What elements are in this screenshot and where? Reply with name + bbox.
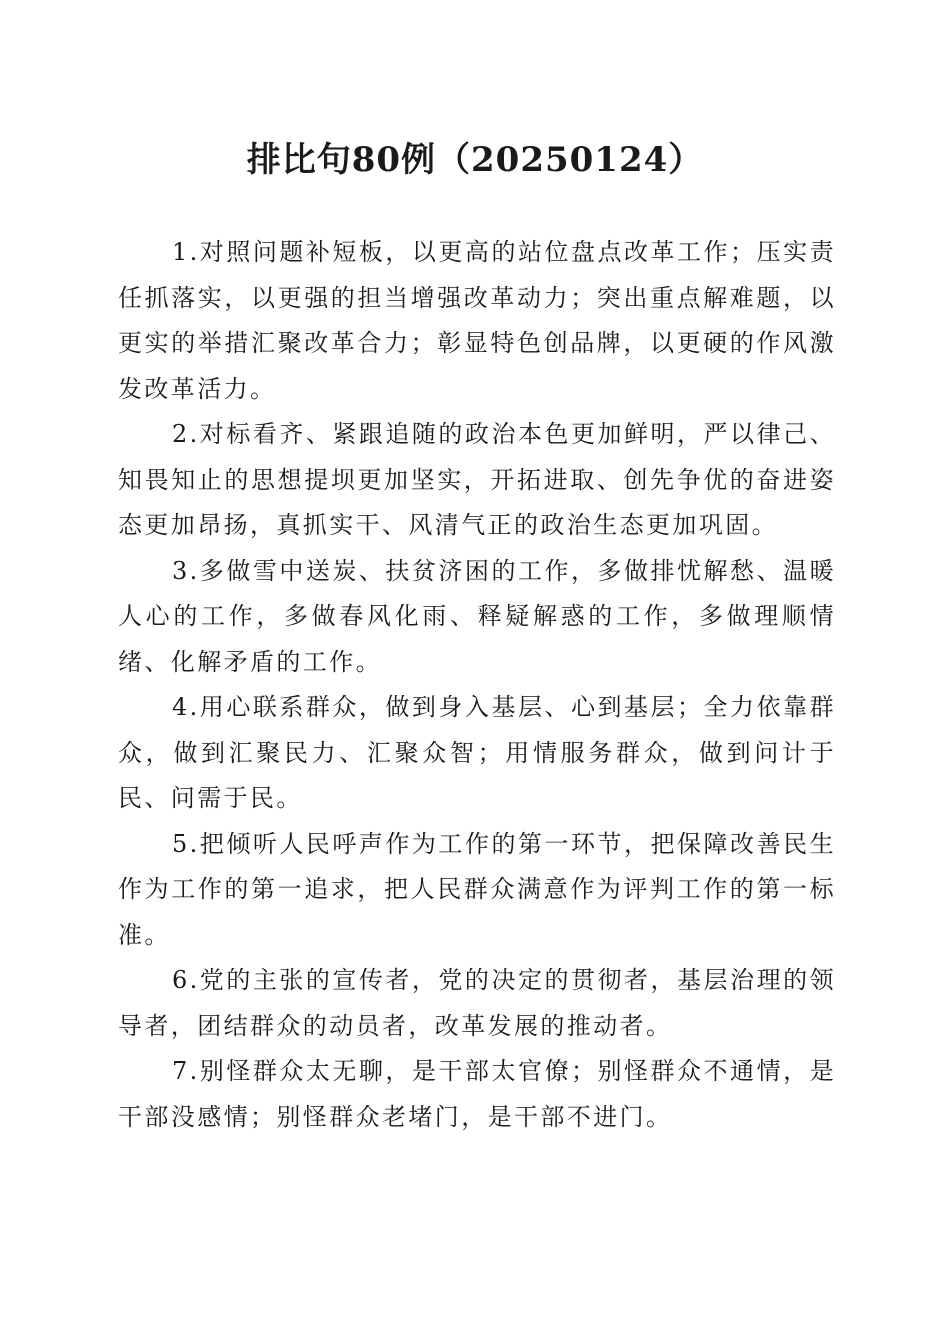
paragraph: 1.对照问题补短板，以更高的站位盘点改革工作；压实责任抓落实，以更强的担当增强改革动力；突出重点解难题，以更实的举措汇聚改革合力；彰显特色创品牌，以更硬的作风激发改革活力。 <box>118 238 836 403</box>
paragraph: 7.别怪群众太无聊，是干部太官僚；别怪群众不通情，是干部没感情；别怪群众老堵门，是干部不进门。 <box>118 1057 836 1131</box>
document-body <box>118 230 836 1140</box>
paragraph: 4.用心联系群众，做到身入基层、心到基层；全力依靠群众，做到汇聚民力、汇聚众智；用情服务群众，做到问计于民、问需于民。 <box>118 693 836 812</box>
document-title: 排比句80例（20250124） <box>246 140 704 180</box>
paragraph: 6.党的主张的宣传者，党的决定的贯彻者，基层治理的领导者，团结群众的动员者，改革发展的推动者。 <box>118 966 836 1040</box>
paragraph: 2.对标看齐、紧跟追随的政治本色更加鲜明，严以律己、知畏知止的思想提坝更加坚实，开拓进取、创先争优的奋进姿态更加昂扬，真抓实干、风清气正的政治生态更加巩固。 <box>118 420 836 539</box>
paragraph: 5.把倾听人民呼声作为工作的第一环节，把保障改善民生作为工作的第一追求，把人民群众满意作为评判工作的第一标准。 <box>118 829 836 949</box>
paragraph: 3.多做雪中送炭、扶贫济困的工作，多做排忧解愁、温暖人心的工作，多做春风化雨、释疑解惑的工作，多做理顺情绪、化解矛盾的工作。 <box>118 556 836 676</box>
